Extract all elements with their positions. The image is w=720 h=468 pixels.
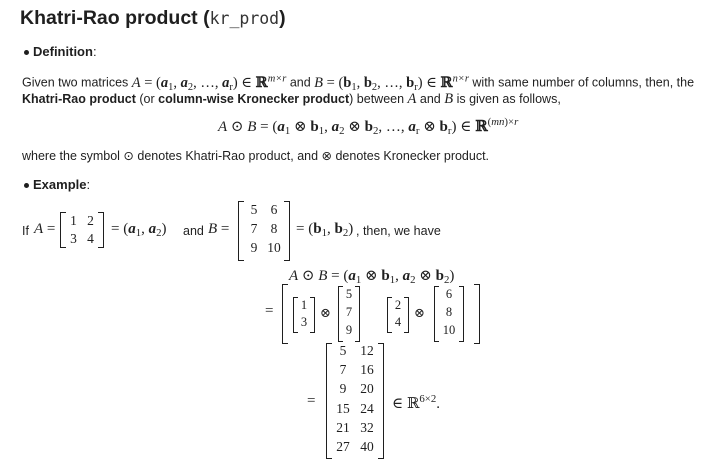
matrix-a [60, 212, 104, 248]
b-columns: = ($b_1$, $b_2$) [296, 221, 354, 240]
a-columns: = ($a_1$, $a_2$) [111, 221, 167, 240]
example-khatri-rao-equation: A ⊙ $B = (a_1$ ⊗ $b_1$, $a_2$ ⊗ $b_2$) [289, 268, 455, 287]
matrix-cell: 40 [360, 439, 374, 454]
matrix-cell: 1 [70, 213, 77, 228]
a2-column-vector [387, 297, 409, 333]
b2-column-vector [434, 286, 464, 342]
matrix-cell: 8 [445, 305, 453, 319]
kron-symbol-1: ⊗ [320, 305, 331, 320]
title-code: kr_prod [209, 9, 280, 28]
matrix-cell: 12 [360, 343, 374, 358]
matrix-cell: 16 [360, 362, 374, 378]
matrix-cell: 7 [250, 221, 258, 236]
matrix-cell: 9 [345, 323, 353, 337]
matrix-cell: 5 [339, 343, 347, 358]
example-if-text: If [22, 224, 29, 238]
matrix-cell: 27 [336, 439, 350, 454]
matrix-cell: 3 [300, 315, 308, 329]
matrix-cell: 5 [250, 202, 258, 217]
matrix-cell: 6 [445, 287, 453, 301]
example-heading: Example: [33, 177, 91, 192]
result-matrix [326, 343, 384, 459]
equals-sign-1: = [265, 303, 274, 319]
matrix-cell: 32 [360, 419, 374, 435]
definition-line-2: Khatri-Rao product (or column-wise Kronecker product) between A and B is given as follows, [22, 91, 561, 107]
page-title: Khatri-Rao product (kr_prod) [20, 7, 286, 29]
definition-line-1: Given two matrices $A = (a_1$, $a_2$, …, $a_r$) ∈ ℝ$^{m\times r}$ and $B = (b_1$, $b_2$, …, $b_r$) ∈ ℝ$^{n\times r}$ with same number of columns, then, the [22, 73, 695, 93]
matrix-cell: 21 [336, 419, 350, 435]
matrix-cell: 15 [336, 400, 350, 416]
a-equals: A = [34, 221, 56, 237]
symbol-explanation: where the symbol ⊙ denotes Khatri-Rao product, and ⊗ denotes Kronecker product. [22, 149, 490, 163]
kron-symbol-2: ⊗ [414, 305, 425, 320]
example-and-text: and [183, 224, 204, 238]
matrix-cell: 10 [442, 323, 456, 337]
matrix-cell: 7 [345, 305, 353, 319]
matrix-cell: 5 [345, 287, 353, 301]
matrix-cell: 9 [339, 381, 347, 397]
example-then-text: , then, we have [356, 224, 441, 238]
khatri-rao-definition-equation: A ⊙ $B = (a_1$ ⊗ $b_1$, $a_2$ ⊗ $b_2$, …, $a_r$ ⊗ $b_r$) ∈ ℝ$^{(mn)\times r}$ [218, 116, 519, 138]
matrix-cell: 9 [250, 240, 258, 255]
matrix-cell: 6 [270, 202, 278, 217]
matrix-cell: 10 [267, 240, 281, 255]
b1-column-vector [338, 286, 360, 342]
matrix-cell: 1 [300, 298, 308, 312]
matrix-b [238, 201, 290, 261]
matrix-cell: 8 [270, 221, 278, 236]
matrix-cell: 24 [360, 400, 374, 416]
matrix-cell: 4 [394, 315, 402, 329]
matrix-cell: 7 [339, 362, 347, 378]
matrix-cell: 4 [87, 231, 94, 246]
matrix-cell: 3 [70, 231, 77, 246]
a1-column-vector [293, 297, 315, 333]
equals-sign-2: = [307, 393, 316, 409]
definition-heading: Definition: [33, 44, 97, 59]
matrix-cell: 20 [360, 381, 374, 397]
matrix-cell: 2 [87, 213, 94, 228]
b-equals: B = [208, 221, 230, 237]
result-space: ∈ ℝ$^{6\times 2}$. [392, 393, 440, 412]
matrix-cell: 2 [394, 298, 402, 312]
